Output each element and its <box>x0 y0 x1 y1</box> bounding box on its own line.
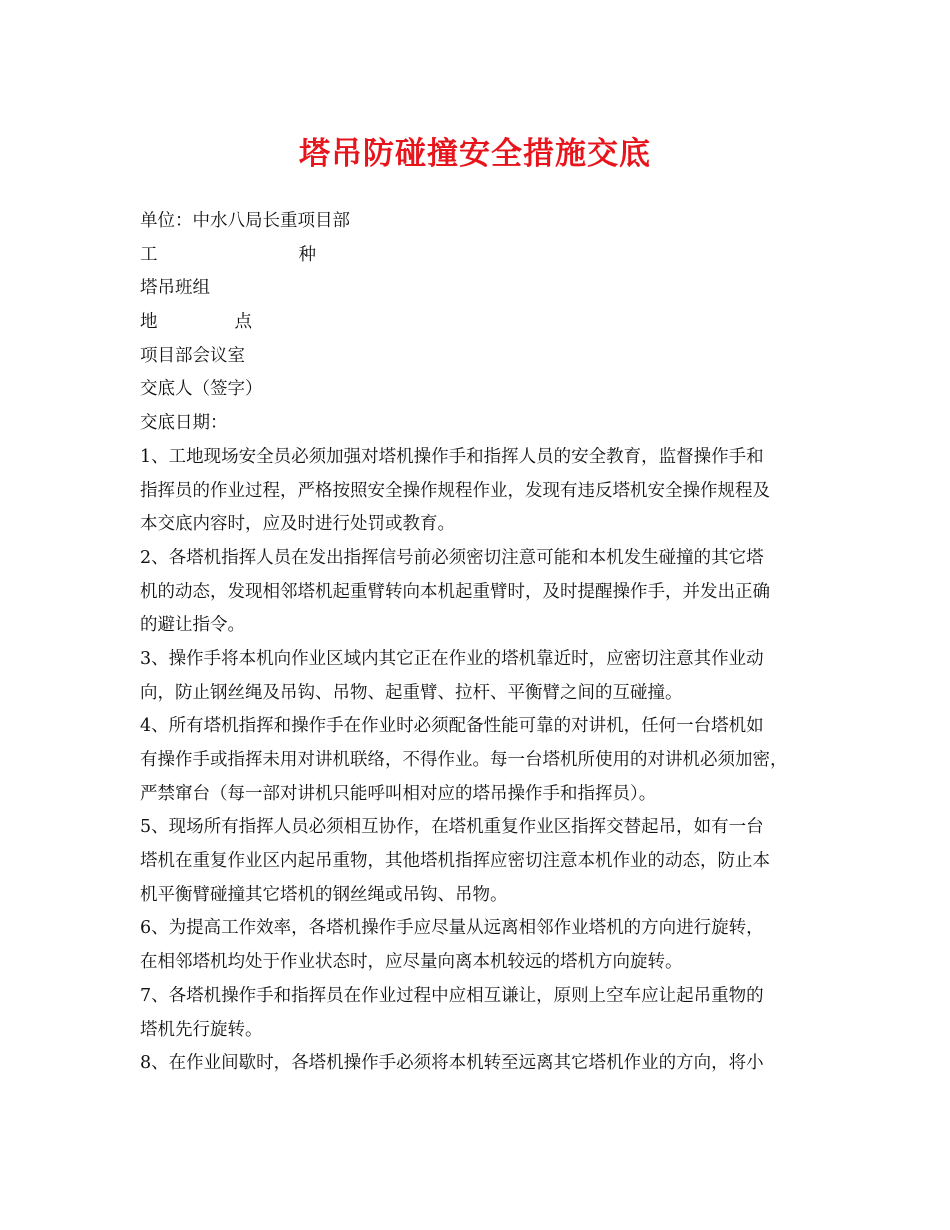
measure-item <box>140 980 815 1047</box>
work-type-label-char: 工 <box>140 244 158 265</box>
measure-line: 7、各塔机操作手和指挥员在作业过程中应相互谦让，原则上空车应让起吊重物的 <box>140 985 764 1006</box>
location-label-char: 点 <box>234 312 252 333</box>
measure-line: 2、各塔机指挥人员在发出指挥信号前必须密切注意可能和本机发生碰撞的其它塔 <box>140 547 764 568</box>
measure-item <box>140 1047 815 1081</box>
measure-item <box>140 542 815 643</box>
measure-line: 机的动态，发现相邻塔机起重臂转向本机起重臂时，及时提醒操作手，并发出正确 <box>140 581 770 602</box>
work-type-label-char: 种 <box>298 244 316 265</box>
measure-item <box>140 912 815 979</box>
measure-line: 3、操作手将本机向作业区域内其它正在作业的塔机靠近时，应密切注意其作业动 <box>140 648 764 669</box>
work-type-value: 塔吊班组 <box>140 278 210 299</box>
measure-line: 机平衡臂碰撞其它塔机的钢丝绳或吊钩、吊物。 <box>140 884 508 905</box>
unit-line: 单位：中水八局长重项目部 <box>140 211 350 231</box>
measure-line: 6、为提高工作效率，各塔机操作手应尽量从远离相邻作业塔机的方向进行旋转， <box>140 918 764 939</box>
presenter-signature-line: 交底人（签字） <box>140 379 263 400</box>
measure-item <box>140 643 815 710</box>
measure-line: 塔机在重复作业区内起吊重物，其他塔机指挥应密切注意本机作业的动态，防止本 <box>140 851 770 872</box>
measure-item <box>140 441 815 542</box>
location-label-char: 地 <box>140 312 158 333</box>
measure-item <box>140 710 815 811</box>
location-label <box>140 306 815 340</box>
measure-line: 的避让指令。 <box>140 615 245 636</box>
measure-line: 本交底内容时，应及时进行处罚或教育。 <box>140 514 455 535</box>
measure-line: 1、工地现场安全员必须加强对塔机操作手和指挥人员的安全教育，监督操作手和 <box>140 446 764 467</box>
document-body <box>140 205 815 1081</box>
measure-line: 向，防止钢丝绳及吊钩、吊物、起重臂、拉杆、平衡臂之间的互碰撞。 <box>140 682 683 703</box>
measure-line: 5、现场所有指挥人员必须相互协作，在塔机重复作业区指挥交替起吊，如有一台 <box>140 817 764 838</box>
measure-line: 塔机先行旋转。 <box>140 1019 263 1040</box>
measure-line: 严禁窜台（每一部对讲机只能呼叫相对应的塔吊操作手和指挥员）。 <box>140 783 657 804</box>
measure-line: 8、在作业间歇时，各塔机操作手必须将本机转至远离其它塔机作业的方向，将小 <box>140 1053 764 1074</box>
measure-line: 在相邻塔机均处于作业状态时，应尽量向离本机较远的塔机方向旋转。 <box>140 952 683 973</box>
measure-line: 4、所有塔机指挥和操作手在作业时必须配备性能可靠的对讲机，任何一台塔机如 <box>140 716 764 737</box>
measure-item <box>140 811 815 912</box>
work-type-label <box>140 239 815 273</box>
location-value: 项目部会议室 <box>140 345 245 366</box>
measure-line: 指挥员的作业过程，严格按照安全操作规程作业，发现有违反塔机安全操作规程及 <box>140 480 770 501</box>
measure-list <box>140 441 815 1081</box>
measure-line: 有操作手或指挥未用对讲机联络，不得作业。每一台塔机所使用的对讲机必须加密， <box>140 750 788 770</box>
document-title: 塔吊防碰撞安全措施交底 <box>299 136 651 172</box>
date-line: 交底日期： <box>140 413 228 434</box>
